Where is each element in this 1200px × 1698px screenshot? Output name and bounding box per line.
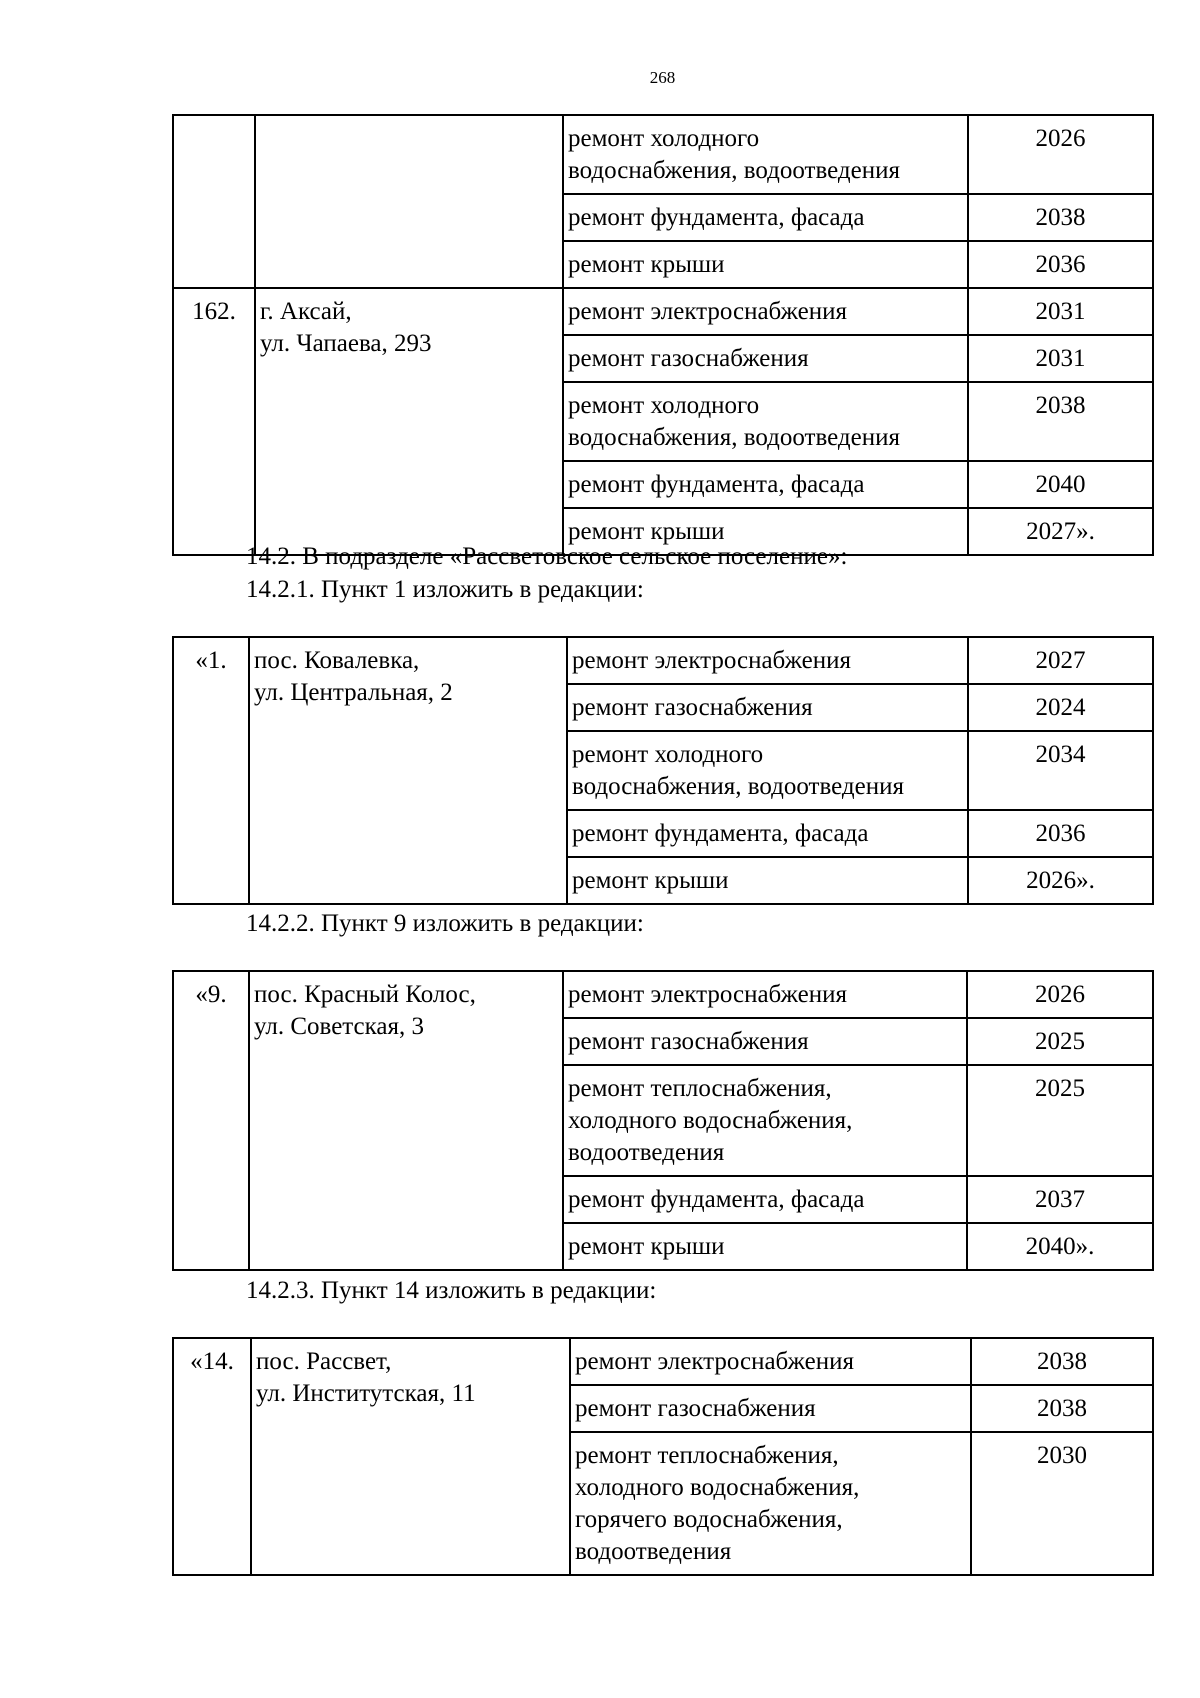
works-table <box>172 114 1154 556</box>
address-line: пос. Рассвет, <box>256 1348 392 1375</box>
work-type-line: ремонт газоснабжения <box>575 1395 816 1422</box>
year-cell: 2027 <box>968 637 1153 684</box>
work-type-cell <box>563 382 968 461</box>
work-type-cell <box>563 1018 967 1065</box>
year-cell: 2038 <box>971 1338 1153 1385</box>
item-number: «14. <box>173 1338 251 1575</box>
table-row <box>173 288 1153 335</box>
year-cell: 2030 <box>971 1432 1153 1575</box>
work-type-cell <box>563 115 968 194</box>
work-type-line: ремонт газоснабжения <box>568 345 809 372</box>
table-row <box>173 971 1153 1018</box>
work-type-cell <box>563 1065 967 1176</box>
address-cell <box>251 1338 570 1575</box>
year-cell: 2037 <box>967 1176 1153 1223</box>
work-type-cell <box>570 1432 971 1575</box>
work-type-line: водоотведения <box>575 1538 732 1565</box>
work-type-cell <box>567 857 968 904</box>
address-line: ул. Институтская, 11 <box>256 1380 476 1407</box>
section-heading: 14.2. В подразделе «Рассветовское сельское поселение»: <box>246 543 848 570</box>
year-cell: 2025 <box>967 1018 1153 1065</box>
page-number: 268 <box>649 68 676 87</box>
work-type-line: холодного водоснабжения, <box>568 1107 853 1134</box>
work-type-line: ремонт крыши <box>568 518 725 545</box>
work-type-cell <box>563 461 968 508</box>
item-number: «9. <box>173 971 249 1270</box>
year-cell: 2036 <box>968 241 1153 288</box>
item-number: 162. <box>173 288 255 555</box>
work-type-line: ремонт электроснабжения <box>572 647 851 674</box>
address-line: пос. Ковалевка, <box>254 647 420 674</box>
work-type-cell <box>563 335 968 382</box>
work-type-cell <box>570 1385 971 1432</box>
year-cell: 2025 <box>967 1065 1153 1176</box>
year-cell: 2024 <box>968 684 1153 731</box>
year-cell: 2034 <box>968 731 1153 810</box>
year-cell: 2036 <box>968 810 1153 857</box>
table-row <box>173 1338 1153 1385</box>
work-type-line: ремонт крыши <box>568 251 725 278</box>
work-type-cell <box>567 684 968 731</box>
address-cell <box>255 115 563 288</box>
work-type-line: ремонт газоснабжения <box>568 1028 809 1055</box>
work-type-cell <box>567 731 968 810</box>
work-type-line: ремонт электроснабжения <box>575 1348 854 1375</box>
table-row <box>173 637 1153 684</box>
work-type-line: водоснабжения, водоотведения <box>572 773 904 800</box>
work-type-line: ремонт фундамента, фасада <box>572 820 869 847</box>
address-line: ул. Советская, 3 <box>254 1013 424 1040</box>
address-line: г. Аксай, <box>260 298 352 325</box>
year-cell: 2026 <box>968 115 1153 194</box>
year-cell: 2031 <box>968 288 1153 335</box>
work-type-line: ремонт электроснабжения <box>568 298 847 325</box>
table-item-1 <box>172 636 1152 905</box>
year-cell: 2026». <box>968 857 1153 904</box>
year-cell: 2038 <box>968 382 1153 461</box>
work-type-line: ремонт холодного <box>572 741 764 768</box>
work-type-line: водоснабжения, водоотведения <box>568 424 900 451</box>
year-cell: 2040». <box>967 1223 1153 1270</box>
work-type-cell <box>563 971 967 1018</box>
section-14-2-3 <box>246 1274 1146 1307</box>
work-type-cell <box>563 241 968 288</box>
work-type-line: ремонт холодного <box>568 392 760 419</box>
work-type-line: ремонт крыши <box>572 867 729 894</box>
work-type-line: холодного водоснабжения, <box>575 1474 860 1501</box>
table-item-9 <box>172 970 1152 1271</box>
item-number <box>173 115 255 288</box>
address-line: ул. Центральная, 2 <box>254 679 453 706</box>
work-type-line: ремонт фундамента, фасада <box>568 1186 865 1213</box>
section-14-2-2 <box>246 907 1146 940</box>
address-line: пос. Красный Колос, <box>254 981 476 1008</box>
item-number: «1. <box>173 637 249 904</box>
address-cell <box>249 637 567 904</box>
work-type-line: водоснабжения, водоотведения <box>568 157 900 184</box>
work-type-line: ремонт фундамента, фасада <box>568 471 865 498</box>
work-type-cell <box>567 637 968 684</box>
item-14-heading: 14.2.3. Пункт 14 изложить в редакции: <box>246 1277 657 1304</box>
work-type-line: ремонт фундамента, фасада <box>568 204 865 231</box>
address-line: ул. Чапаева, 293 <box>260 330 432 357</box>
table-item-14 <box>172 1337 1152 1576</box>
work-type-line: ремонт крыши <box>568 1233 725 1260</box>
year-cell: 2027». <box>968 508 1153 555</box>
year-cell: 2026 <box>967 971 1153 1018</box>
year-cell: 2038 <box>971 1385 1153 1432</box>
work-type-cell <box>563 288 968 335</box>
works-table <box>172 636 1154 905</box>
works-table <box>172 1337 1154 1576</box>
item-9-heading: 14.2.2. Пункт 9 изложить в редакции: <box>246 910 644 937</box>
year-cell: 2040 <box>968 461 1153 508</box>
table-row <box>173 115 1153 194</box>
work-type-line: ремонт теплоснабжения, <box>568 1075 832 1102</box>
address-cell <box>249 971 563 1270</box>
work-type-cell <box>563 1223 967 1270</box>
work-type-line: горячего водоснабжения, <box>575 1506 843 1533</box>
address-cell <box>255 288 563 555</box>
work-type-cell <box>570 1338 971 1385</box>
section-14-2 <box>246 540 1146 606</box>
item-1-heading: 14.2.1. Пункт 1 изложить в редакции: <box>246 576 644 603</box>
work-type-cell <box>563 1176 967 1223</box>
year-cell: 2031 <box>968 335 1153 382</box>
year-cell: 2038 <box>968 194 1153 241</box>
work-type-line: ремонт теплоснабжения, <box>575 1442 839 1469</box>
work-type-cell <box>567 810 968 857</box>
work-type-cell <box>563 194 968 241</box>
work-type-line: ремонт электроснабжения <box>568 981 847 1008</box>
work-type-line: водоотведения <box>568 1139 725 1166</box>
work-type-line: ремонт газоснабжения <box>572 694 813 721</box>
work-type-line: ремонт холодного <box>568 125 760 152</box>
works-table <box>172 970 1154 1271</box>
table-continuation <box>172 114 1152 556</box>
